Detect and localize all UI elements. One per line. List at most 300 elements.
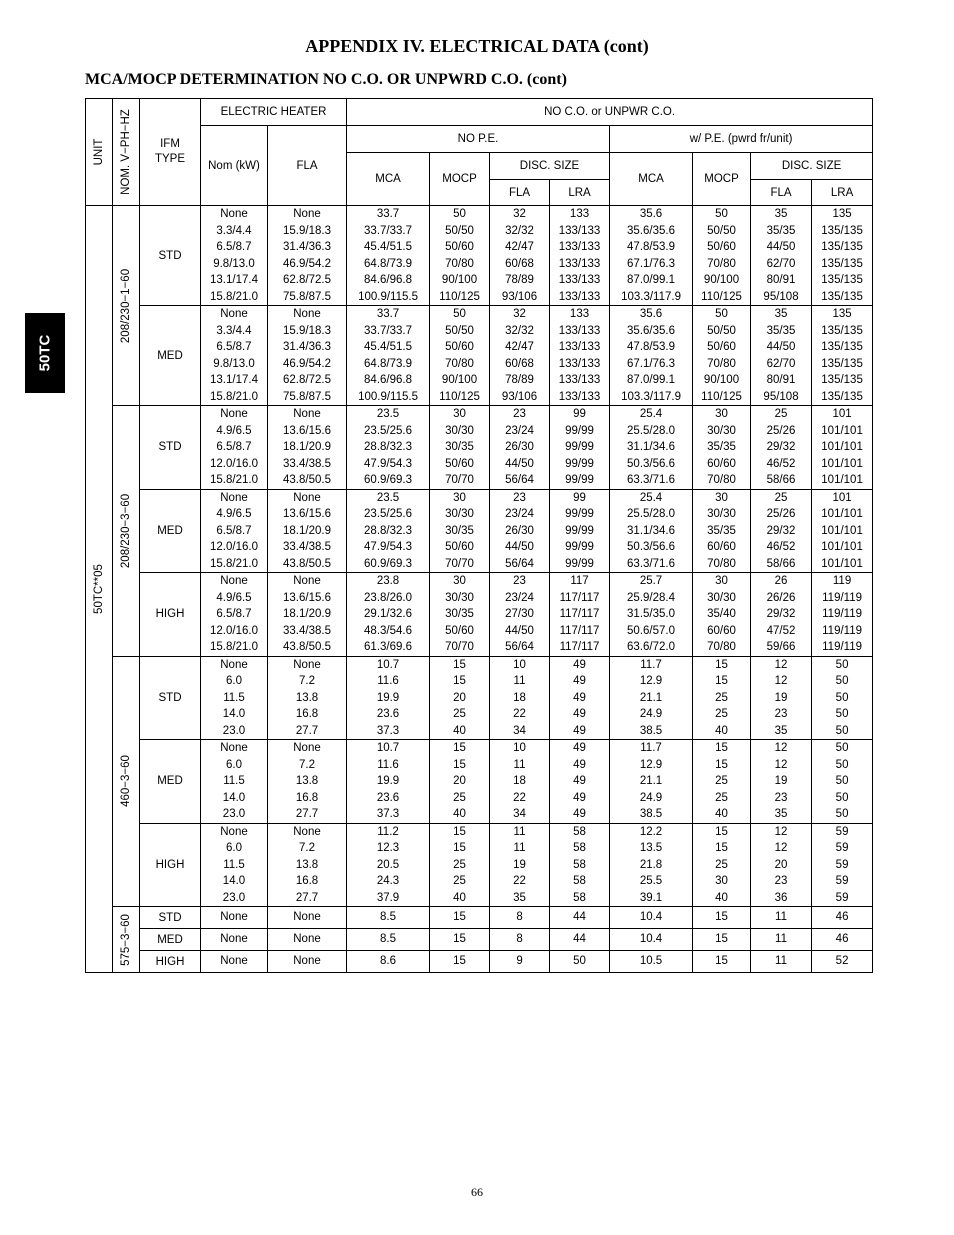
heater-fla-value: 27.7 [295,724,319,737]
pe-mocp-value: 30 [715,575,728,587]
pe-disc-fla-cell [751,206,812,306]
mocp-value: 15 [453,658,466,671]
disc-lra-value: 99/99 [565,557,594,570]
disc-fla-value: 26/30 [505,441,534,453]
electrical-data-table [85,98,873,973]
pe-disc-lra-value: 46 [835,933,849,946]
mca-value: 23.6 [376,708,400,720]
heater-kw-value: 4.9/6.5 [216,591,252,604]
disc-fla-value: 27/30 [505,608,534,620]
disc-lra-value: 99/99 [565,441,594,453]
pe-mocp-value: 110/125 [701,390,742,403]
pe-disc-lra-cell [812,740,873,824]
table-row [86,406,873,490]
mocp-value: 70/80 [445,357,474,370]
ifm-type-cell: MED [140,489,201,573]
mca-value: 61.3/69.6 [364,641,412,653]
pe-disc-fla-value: 11 [775,933,787,946]
pe-disc-lra-value: 50 [835,742,849,754]
ifm-type-cell: MED [140,929,201,951]
table-body [86,206,873,973]
disc-lra-value: 133/133 [558,274,601,286]
heater-kw-value: 3.3/4.4 [216,224,252,237]
pe-mocp-value: 15 [715,658,728,671]
pe-disc-lra-cell [812,206,873,306]
pe-mca-cell [610,951,693,973]
pe-mca-value: 10.4 [639,911,663,924]
disc-lra-value: 49 [573,758,586,771]
pe-mca-cell [610,206,693,306]
pe-disc-lra-value: 101/101 [821,541,863,553]
disc-fla-value: 18 [513,775,526,787]
disc-fla-value: 44/50 [505,624,534,637]
heater-kw-cell [201,573,268,657]
mca-value: 10.7 [376,658,400,671]
mocp-value: 50/50 [445,224,474,237]
mocp-cell [430,206,490,306]
pe-disc-fla-cell [751,951,812,973]
heater-fla-cell [268,951,347,973]
mocp-cell [430,823,490,907]
heater-kw-cell [201,951,268,973]
pe-disc-lra-cell [812,823,873,907]
header-ifm-type: IFM TYPE [140,99,201,206]
mocp-value: 30/35 [445,608,474,620]
pe-mca-value: 67.1/76.3 [627,257,675,270]
header-disc-size: DISC. SIZE [490,153,610,180]
heater-fla-value: 31.4/36.3 [283,241,331,253]
heater-fla-value: 16.8 [295,791,319,804]
pe-mocp-value: 60/60 [707,624,736,637]
pe-disc-lra-value: 135/135 [821,274,863,286]
disc-fla-cell [490,406,550,490]
heater-kw-value: 14.0 [222,708,246,720]
pe-mocp-cell [693,951,751,973]
pe-disc-lra-cell [812,406,873,490]
disc-fla-value: 19 [513,858,526,871]
mca-value: 23.5 [376,408,400,420]
disc-lra-cell [550,489,610,573]
header-no-co: NO C.O. or UNPWR C.O. [347,99,873,126]
disc-lra-value: 133/133 [558,290,601,303]
heater-kw-value: 11.5 [223,858,245,871]
pe-mocp-value: 25 [715,708,728,720]
mca-value: 60.9/69.3 [364,474,412,486]
heater-kw-value: 6.0 [226,842,242,854]
pe-mocp-value: 15 [715,933,728,946]
pe-disc-lra-value: 59 [835,891,849,904]
side-tab [25,313,65,393]
pe-mocp-value: 25 [715,691,728,704]
disc-lra-cell [550,306,610,406]
pe-mca-value: 13.5 [639,842,663,854]
disc-fla-cell [490,951,550,973]
pe-mocp-value: 25 [715,791,728,804]
pe-disc-lra-cell [812,306,873,406]
pe-mocp-value: 40 [715,808,728,820]
disc-fla-value: 32 [513,308,526,320]
disc-lra-value: 49 [573,742,586,754]
ifm-type-cell: STD [140,206,201,306]
disc-fla-value: 8 [516,933,523,946]
pe-disc-lra-value: 135/135 [821,257,863,270]
mocp-value: 50/60 [445,624,474,637]
heater-fla-value: None [293,491,321,504]
pe-disc-fla-value: 12 [774,825,788,838]
heater-kw-value: 12.0/16.0 [210,541,258,553]
heater-fla-value: None [293,825,321,838]
heater-kw-cell [201,656,268,740]
unit-cell: 50TC**05 [86,206,113,973]
pe-mocp-value: 70/80 [707,557,736,570]
mocp-value: 30/30 [445,591,474,604]
pe-disc-lra-value: 50 [835,708,849,720]
ifm-type-cell: MED [140,740,201,824]
pe-mca-value: 10.4 [639,933,663,946]
pe-mca-value: 25.5/28.0 [627,508,675,520]
mca-value: 100.9/115.5 [358,390,418,403]
pe-disc-fla-value: 11 [775,911,787,924]
pe-mocp-value: 70/80 [707,641,736,653]
pe-mocp-value: 35/35 [707,441,736,453]
mca-cell [347,823,430,907]
side-tab-label: 50TC [36,334,54,372]
pe-mca-value: 87.0/99.1 [627,274,675,286]
pe-disc-lra-cell [812,907,873,929]
heater-fla-value: 46.9/54.2 [283,257,331,270]
mca-value: 23.6 [376,791,400,804]
heater-kw-value: None [220,575,248,587]
disc-lra-value: 44 [573,933,586,946]
pe-mocp-value: 90/100 [703,374,740,386]
disc-lra-value: 58 [573,858,586,871]
disc-lra-value: 50 [573,955,586,968]
heater-kw-value: 3.3/4.4 [216,324,252,337]
heater-kw-value: 15.8/21.0 [210,474,258,486]
pe-mocp-value: 110/125 [701,290,742,303]
mca-value: 37.3 [376,724,400,737]
disc-fla-value: 11 [513,825,526,838]
disc-lra-value: 99 [573,491,586,504]
mocp-value: 50/60 [445,241,474,253]
pe-mocp-cell [693,929,751,951]
disc-lra-cell [550,573,610,657]
heater-fla-value: None [293,955,321,968]
disc-fla-value: 11 [513,675,526,687]
heater-kw-cell [201,306,268,406]
pe-mca-value: 38.5 [639,808,663,820]
ifm-type-cell: STD [140,907,201,929]
heater-fla-value: 7.2 [299,758,315,771]
pe-mca-value: 50.3/56.6 [627,541,675,553]
mocp-value: 15 [453,955,466,968]
table-row [86,206,873,306]
pe-disc-fla-value: 80/91 [766,374,796,386]
ifm-type-cell: HIGH [140,823,201,907]
pe-mca-cell [610,306,693,406]
mca-value: 23.5/25.6 [364,424,412,437]
heater-kw-value: 6.5/8.7 [216,341,252,353]
mca-cell [347,907,430,929]
pe-disc-fla-value: 23 [774,708,788,720]
pe-mocp-value: 35/35 [707,524,736,537]
header-electric-heater: ELECTRIC HEATER [201,99,347,126]
disc-lra-value: 99/99 [565,508,594,520]
pe-mca-cell [610,740,693,824]
heater-fla-value: None [293,742,321,754]
mocp-value: 50/60 [445,457,474,470]
pe-mocp-value: 50/50 [707,324,736,337]
disc-lra-value: 117/117 [559,608,600,620]
pe-mca-value: 87.0/99.1 [627,374,675,386]
disc-fla-cell [490,573,550,657]
heater-kw-value: 9.8/13.0 [213,357,255,370]
mocp-value: 40 [453,724,466,737]
disc-fla-cell [490,929,550,951]
pe-mocp-cell [693,306,751,406]
pe-disc-lra-cell [812,656,873,740]
disc-fla-cell [490,206,550,306]
pe-mocp-value: 40 [715,724,728,737]
pe-disc-lra-value: 50 [835,724,849,737]
pe-disc-lra-value: 59 [835,875,849,887]
header-pe-disc-size: DISC. SIZE [751,153,873,180]
pe-disc-fla-value: 12 [774,842,788,854]
ifm-type-cell: STD [140,656,201,740]
pe-disc-fla-cell [751,656,812,740]
mocp-value: 30/35 [445,441,474,453]
disc-lra-value: 117/117 [559,624,600,637]
mca-value: 11.6 [377,675,399,687]
pe-disc-fla-cell [751,573,812,657]
mca-cell [347,489,430,573]
pe-mocp-value: 30 [715,875,728,887]
disc-lra-value: 99/99 [565,457,594,470]
ifm-type-cell: HIGH [140,573,201,657]
ifm-type-cell: STD [140,406,201,490]
mca-cell [347,206,430,306]
pe-disc-lra-cell [812,489,873,573]
heater-fla-value: 18.1/20.9 [283,608,331,620]
mocp-value: 15 [453,742,466,754]
header-w-pe: w/ P.E. (pwrd fr/unit) [610,126,873,153]
mca-value: 11.6 [377,758,399,771]
pe-mca-value: 25.9/28.4 [627,591,675,604]
heater-kw-value: None [220,408,248,420]
pe-mocp-cell [693,907,751,929]
disc-fla-value: 78/89 [505,274,534,286]
mca-value: 28.8/32.3 [364,441,412,453]
pe-mocp-cell [693,489,751,573]
pe-mca-value: 47.8/53.9 [627,241,675,253]
heater-kw-value: 4.9/6.5 [216,424,252,437]
heater-fla-cell [268,656,347,740]
pe-disc-lra-value: 52 [835,955,849,968]
heater-kw-value: 6.5/8.7 [216,441,252,453]
disc-lra-cell [550,929,610,951]
pe-mocp-cell [693,823,751,907]
pe-disc-lra-value: 135 [832,208,852,220]
pe-disc-lra-value: 50 [835,775,849,787]
pe-mca-value: 63.3/71.6 [627,474,675,486]
pe-disc-fla-value: 35 [774,208,788,220]
heater-fla-value: 33.4/38.5 [283,624,331,637]
heater-kw-value: 23.0 [222,808,246,820]
pe-disc-fla-value: 19 [774,691,788,704]
mca-value: 45.4/51.5 [364,241,412,253]
pe-mca-value: 11.7 [640,658,662,671]
pe-mca-value: 12.9 [639,758,663,771]
mocp-cell [430,740,490,824]
disc-lra-value: 133/133 [558,341,601,353]
disc-fla-value: 93/106 [501,290,538,303]
heater-kw-value: 15.8/21.0 [210,290,258,303]
pe-disc-fla-value: 36 [774,891,788,904]
pe-disc-fla-value: 46/52 [766,457,796,470]
pe-disc-lra-value: 50 [835,675,849,687]
pe-disc-lra-value: 50 [835,808,849,820]
disc-lra-value: 117/117 [559,641,600,653]
mocp-value: 90/100 [441,374,478,386]
pe-mocp-value: 25 [715,775,728,787]
disc-fla-cell [490,823,550,907]
pe-mocp-value: 50/60 [707,241,736,253]
disc-fla-value: 44/50 [505,457,534,470]
mca-value: 10.7 [376,742,400,754]
pe-disc-lra-value: 50 [835,691,849,704]
heater-fla-value: 15.9/18.3 [283,224,331,237]
pe-disc-fla-value: 47/52 [766,624,796,637]
pe-disc-lra-value: 101/101 [821,508,863,520]
pe-disc-lra-cell [812,951,873,973]
disc-fla-value: 34 [513,808,526,820]
heater-kw-value: 15.8/21.0 [210,390,258,403]
pe-disc-lra-value: 101/101 [821,557,863,570]
heater-fla-value: 18.1/20.9 [283,524,331,537]
mocp-value: 30/30 [445,424,474,437]
pe-mocp-value: 15 [715,911,728,924]
mocp-value: 25 [453,858,466,871]
disc-lra-value: 133/133 [558,241,601,253]
disc-fla-value: 56/64 [505,641,534,653]
pe-disc-fla-value: 12 [774,742,788,754]
pe-disc-fla-value: 95/108 [763,390,799,403]
pe-disc-fla-value: 12 [774,658,788,671]
disc-fla-value: 56/64 [505,474,534,486]
header-pe-disc-fla: FLA [751,180,812,206]
mocp-value: 50/60 [445,541,474,553]
pe-disc-fla-value: 23 [774,875,788,887]
disc-lra-value: 49 [573,724,586,737]
disc-fla-value: 42/47 [505,341,534,353]
heater-kw-value: None [220,825,248,838]
pe-mca-value: 38.5 [639,724,663,737]
header-mca: MCA [347,153,430,206]
heater-fla-value: 62.8/72.5 [283,374,331,386]
header-disc-lra: LRA [550,180,610,206]
disc-lra-value: 49 [573,675,586,687]
disc-fla-value: 11 [513,758,526,771]
heater-kw-value: 12.0/16.0 [210,624,258,637]
pe-disc-lra-value: 59 [835,825,849,838]
pe-mocp-value: 40 [715,891,728,904]
disc-lra-cell [550,951,610,973]
pe-mocp-value: 70/80 [707,357,736,370]
mca-value: 12.3 [376,842,400,854]
disc-lra-value: 99/99 [565,524,594,537]
mca-value: 33.7 [376,308,400,320]
disc-fla-value: 60/68 [505,357,534,370]
pe-mca-value: 63.3/71.6 [627,557,675,570]
pe-disc-fla-value: 59/66 [766,641,796,653]
pe-mocp-cell [693,206,751,306]
mca-value: 33.7/33.7 [364,324,412,337]
pe-mca-value: 24.9 [639,708,663,720]
pe-disc-fla-cell [751,907,812,929]
header-pe-mca: MCA [610,153,693,206]
pe-mca-value: 50.3/56.6 [627,457,675,470]
table-row [86,573,873,657]
disc-fla-value: 23 [513,491,526,504]
pe-mca-value: 31.1/34.6 [627,524,675,537]
mocp-cell [430,656,490,740]
mocp-value: 110/125 [439,290,480,303]
pe-disc-fla-value: 29/32 [766,608,796,620]
disc-lra-value: 99 [573,408,586,420]
disc-fla-cell [490,740,550,824]
pe-mca-cell [610,573,693,657]
header-heater-fla: FLA [268,126,347,206]
heater-kw-value: 15.8/21.0 [210,641,258,653]
heater-kw-value: None [220,933,248,946]
heater-kw-cell [201,823,268,907]
mocp-value: 20 [453,691,466,704]
mca-value: 33.7/33.7 [364,224,412,237]
header-pe-mocp: MOCP [693,153,751,206]
header-nom-voltage: NOM. V−PH−HZ [113,99,140,206]
heater-kw-value: 4.9/6.5 [216,508,252,520]
disc-lra-value: 58 [573,875,586,887]
disc-lra-value: 49 [573,775,586,787]
ifm-type-cell: HIGH [140,951,201,973]
pe-mocp-cell [693,656,751,740]
mca-value: 64.8/73.9 [364,257,412,270]
disc-fla-value: 11 [513,842,526,854]
mca-value: 20.5 [376,858,400,871]
heater-fla-value: 16.8 [295,875,319,887]
mocp-value: 30/30 [445,508,474,520]
heater-fla-value: 43.8/50.5 [283,641,331,653]
pe-mca-value: 12.9 [639,675,663,687]
mocp-value: 15 [453,933,466,946]
heater-fla-value: None [293,308,321,320]
heater-fla-value: 13.6/15.6 [283,508,331,520]
pe-mca-value: 21.8 [639,858,663,871]
mca-value: 48.3/54.6 [364,624,412,637]
pe-disc-fla-value: 29/32 [766,524,796,537]
heater-kw-value: None [220,911,248,924]
pe-mca-cell [610,823,693,907]
pe-disc-fla-value: 35/35 [766,224,796,237]
mocp-value: 70/70 [445,474,474,486]
heater-kw-value: 23.0 [222,891,246,904]
pe-mca-cell [610,929,693,951]
pe-disc-lra-value: 46 [835,911,849,924]
disc-lra-value: 133/133 [558,257,601,270]
mca-value: 23.5/25.6 [364,508,412,520]
heater-kw-value: 12.0/16.0 [210,457,258,470]
pe-disc-lra-value: 135 [832,308,852,320]
